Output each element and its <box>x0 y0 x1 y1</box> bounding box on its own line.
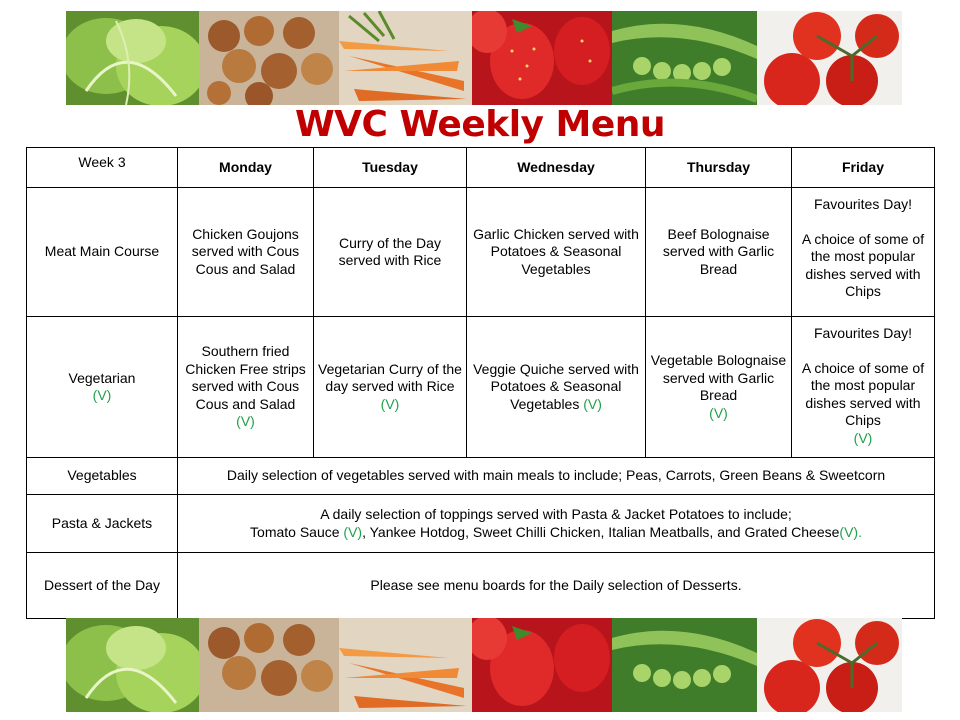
bottom-produce-banner <box>66 618 902 712</box>
vegetarian-monday-text: Southern fried Chicken Free strips served with Cous Cous and Salad <box>185 343 306 412</box>
onions-photo <box>199 618 339 712</box>
pasta-text <box>178 495 935 553</box>
day-monday: Monday <box>178 148 314 188</box>
vegetarian-wednesday <box>467 317 646 458</box>
vegetarian-mark: (V) <box>853 429 873 446</box>
pasta-line-1: A daily selection of toppings served with Pasta & Jacket Potatoes to include; <box>320 506 792 522</box>
vegetarian-monday <box>178 317 314 458</box>
vegetarian-friday-text: A choice of some of the most popular dishes served with Chips <box>801 359 925 428</box>
meat-monday: Chicken Goujons served with Cous Cous and Salad <box>178 188 314 317</box>
vegetarian-row-label-cell <box>27 317 178 458</box>
meat-friday <box>792 188 935 317</box>
top-produce-banner <box>66 11 902 105</box>
vegetarian-friday-title: Favourites Day! <box>813 325 913 341</box>
peas-photo <box>612 11 757 105</box>
dessert-row <box>27 553 935 619</box>
vegetarian-thursday <box>646 317 792 458</box>
meat-friday-text: A choice of some of the most popular dishes served with Chips <box>801 230 925 299</box>
onions-photo <box>199 11 339 105</box>
pasta-line-2-middle: , Yankee Hotdog, Sweet Chilli Chicken, Italian Meatballs, and Grated Cheese <box>362 523 840 540</box>
carrots-photo <box>339 11 472 105</box>
vegetarian-wednesday-text: Veggie Quiche served with Potatoes & Seasonal Vegetables <box>473 360 639 412</box>
vegetarian-mark: (V) <box>236 413 255 430</box>
vegetables-text: Daily selection of vegetables served with main meals to include; Peas, Carrots, Green Beans & Sweetcorn <box>178 458 935 495</box>
vegetarian-row <box>27 317 935 458</box>
vegetarian-mark: (V) <box>709 404 728 421</box>
carrots-photo <box>339 618 472 712</box>
lettuce-photo <box>66 11 199 105</box>
header-row <box>27 148 935 188</box>
meat-thursday: Beef Bolognaise served with Garlic Bread <box>646 188 792 317</box>
weekly-menu-table <box>26 147 935 619</box>
pasta-line-2-start: Tomato Sauce <box>250 523 340 540</box>
vegetarian-tuesday-text: Vegetarian Curry of the day served with Rice <box>318 360 462 395</box>
meat-wednesday: Garlic Chicken served with Potatoes & Seasonal Vegetables <box>467 188 646 317</box>
vegetarian-row-label: Vegetarian <box>68 369 136 386</box>
dessert-text: Please see menu boards for the Daily selection of Desserts. <box>178 553 935 619</box>
dessert-row-label: Dessert of the Day <box>27 553 178 619</box>
pasta-row-label: Pasta & Jackets <box>27 495 178 553</box>
vegetables-row <box>27 458 935 495</box>
vegetables-row-label: Vegetables <box>27 458 178 495</box>
meat-row <box>27 188 935 317</box>
meat-friday-title: Favourites Day! <box>813 196 913 212</box>
day-friday: Friday <box>792 148 935 188</box>
pasta-line-2-end: . <box>858 523 862 540</box>
tomatoes-photo <box>757 618 902 712</box>
strawberries-photo <box>472 11 612 105</box>
day-thursday: Thursday <box>646 148 792 188</box>
vegetarian-thursday-text: Vegetable Bolognaise served with Garlic Bread <box>650 352 787 403</box>
menu-title: WVC Weekly Menu <box>294 104 666 145</box>
day-wednesday: Wednesday <box>467 148 646 188</box>
vegetarian-mark: (V) <box>343 523 363 540</box>
peas-photo <box>612 618 757 712</box>
lettuce-photo <box>66 618 199 712</box>
pasta-row <box>27 495 935 553</box>
vegetarian-mark: (V) <box>92 387 112 403</box>
strawberries-photo <box>472 618 612 712</box>
vegetarian-mark: (V) <box>583 395 602 412</box>
vegetarian-friday <box>792 317 935 458</box>
tomatoes-photo <box>757 11 902 105</box>
meat-row-label: Meat Main Course <box>27 188 178 317</box>
day-tuesday: Tuesday <box>314 148 467 188</box>
meat-tuesday: Curry of the Day served with Rice <box>314 188 467 317</box>
week-label: Week 3 <box>27 148 178 188</box>
vegetarian-mark: (V) <box>380 395 400 412</box>
vegetarian-tuesday <box>314 317 467 458</box>
vegetarian-mark: (V) <box>839 523 859 540</box>
